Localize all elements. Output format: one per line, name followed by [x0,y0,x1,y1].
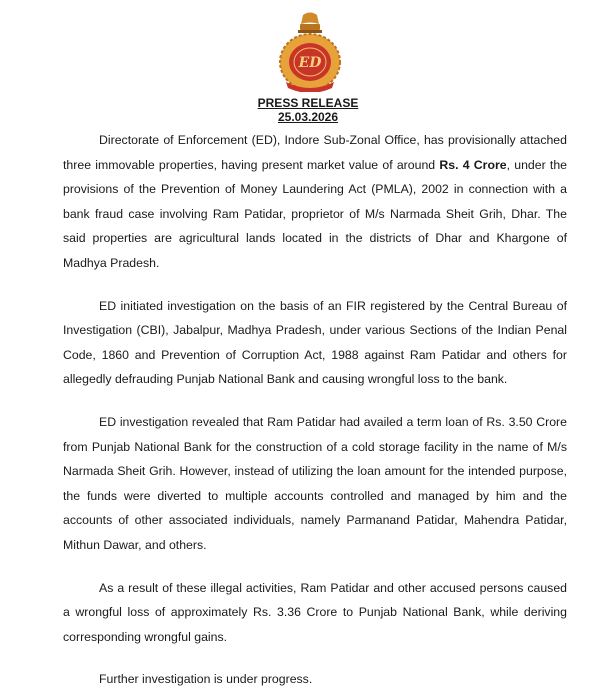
paragraph-1-text-b: , under the provisions of the Prevention of Money Laundering Act (PMLA), 2002 in connection with a bank fraud case involving Ram Patidar, proprietor of M/s Narmada Sheit Grih, Dhar. The said properties are agricultural lands located in the districts of Dhar and Khargone of Madhya Pradesh. [63,157,567,270]
paragraph-1-text-a: Directorate of Enforcement (ED), Indore Sub-Zonal Office, has provisionally attached three immovable properties, having present market value of around [63,133,567,172]
paragraph-2: ED initiated investigation on the basis of an FIR registered by the Central Bureau of Investigation (CBI), Jabalpur, Madhya Pradesh, under various Sections of the Indian Penal Code, 1860 and Prevention of Corruption Act, 1988 against Ram Patidar and others for allegedly defrauding Punjab National Bank and causing wrongful loss to the bank. [63,298,567,387]
svg-text:ED: ED [298,55,322,71]
paragraph-1 [63,128,567,276]
press-release-title: PRESS RELEASE [257,96,359,110]
release-date: 25.03.2026 [277,110,339,124]
release-body [63,128,567,692]
paragraph-1-bold-amount: Rs. 4 Crore [439,157,507,172]
header [0,96,616,124]
paragraph-3: ED investigation revealed that Ram Patidar had availed a term loan of Rs. 3.50 Crore from Punjab National Bank for the construction of a cold storage facility in the name of M/s Narmada Sheit Grih. However, instead of utilizing the loan amount for the intended purpose, the funds were diverted to multiple accounts controlled and managed by him and the accounts of other associated individuals, namely Parmanand Patidar, Mahendra Patidar, Mithun Dawar, and others. [63,414,567,552]
paragraph-4: As a result of these illegal activities, Ram Patidar and other accused persons caused a wrongful loss of approximately Rs. 3.36 Crore to Punjab National Bank, while deriving corresponding wrongful gains. [63,580,567,644]
ed-emblem-icon [272,10,348,92]
paragraph-5: Further investigation is under progress. [99,672,313,687]
